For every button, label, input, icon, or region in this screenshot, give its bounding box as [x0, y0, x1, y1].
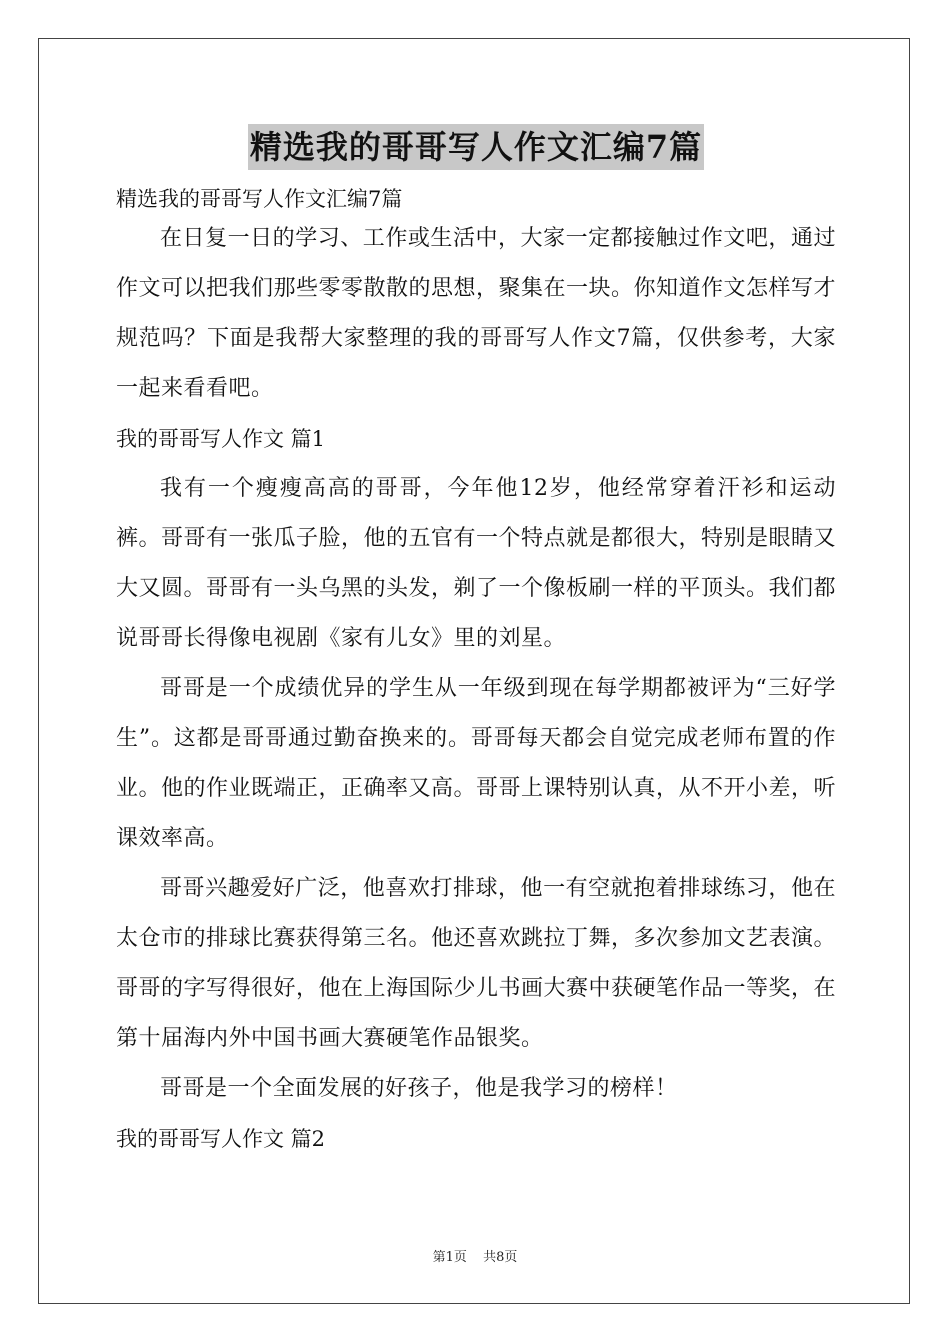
page-footer: [0, 1246, 950, 1265]
page-number: 第1页: [432, 1250, 467, 1265]
section1-paragraph: 哥哥兴趣爱好广泛，他喜欢打排球，他一有空就抱着排球练习，他在太仓市的排球比赛获得第三名。他还喜欢跳拉丁舞，多次参加文艺表演。哥哥的字写得很好，他在上海国际少儿书画大赛中获硬笔作品一等奖，在第十届海内外中国书画大赛硬笔作品银奖。: [116, 876, 837, 1051]
document-subtitle: 精选我的哥哥写人作文汇编7篇: [116, 187, 403, 211]
document-title-text: 精选我的哥哥写人作文汇编7篇: [248, 124, 704, 170]
page-total: 共8页: [483, 1250, 518, 1265]
document-title: [116, 122, 836, 172]
section1-paragraph: 哥哥是一个成绩优异的学生从一年级到现在每学期都被评为“三好学生”。这都是哥哥通过勤奋换来的。哥哥每天都会自觉完成老师布置的作业。他的作业既端正，正确率又高。哥哥上课特别认真，从不开小差，听课效率高。: [116, 676, 837, 851]
section1-paragraph: 哥哥是一个全面发展的好孩子，他是我学习的榜样！: [160, 1076, 678, 1101]
section1-paragraph: 我有一个瘦瘦高高的哥哥，今年他12岁，他经常穿着汗衫和运动裤。哥哥有一张瓜子脸，他的五官有一个特点就是都很大，特别是眼睛又大又圆。哥哥有一头乌黑的头发，剃了一个像板刷一样的平顶头。我们都说哥哥长得像电视剧《家有儿女》里的刘星。: [116, 476, 837, 651]
document-body: [116, 122, 836, 1164]
section-heading-1: 我的哥哥写人作文 篇1: [116, 427, 326, 451]
section-heading-2: 我的哥哥写人作文 篇2: [116, 1127, 326, 1151]
intro-paragraph: 在日复一日的学习、工作或生活中，大家一定都接触过作文吧，通过作文可以把我们那些零零散散的思想，聚集在一块。你知道作文怎样写才规范吗？下面是我帮大家整理的我的哥哥写人作文7篇，仅供参考，大家一起来看看吧。: [116, 226, 837, 401]
